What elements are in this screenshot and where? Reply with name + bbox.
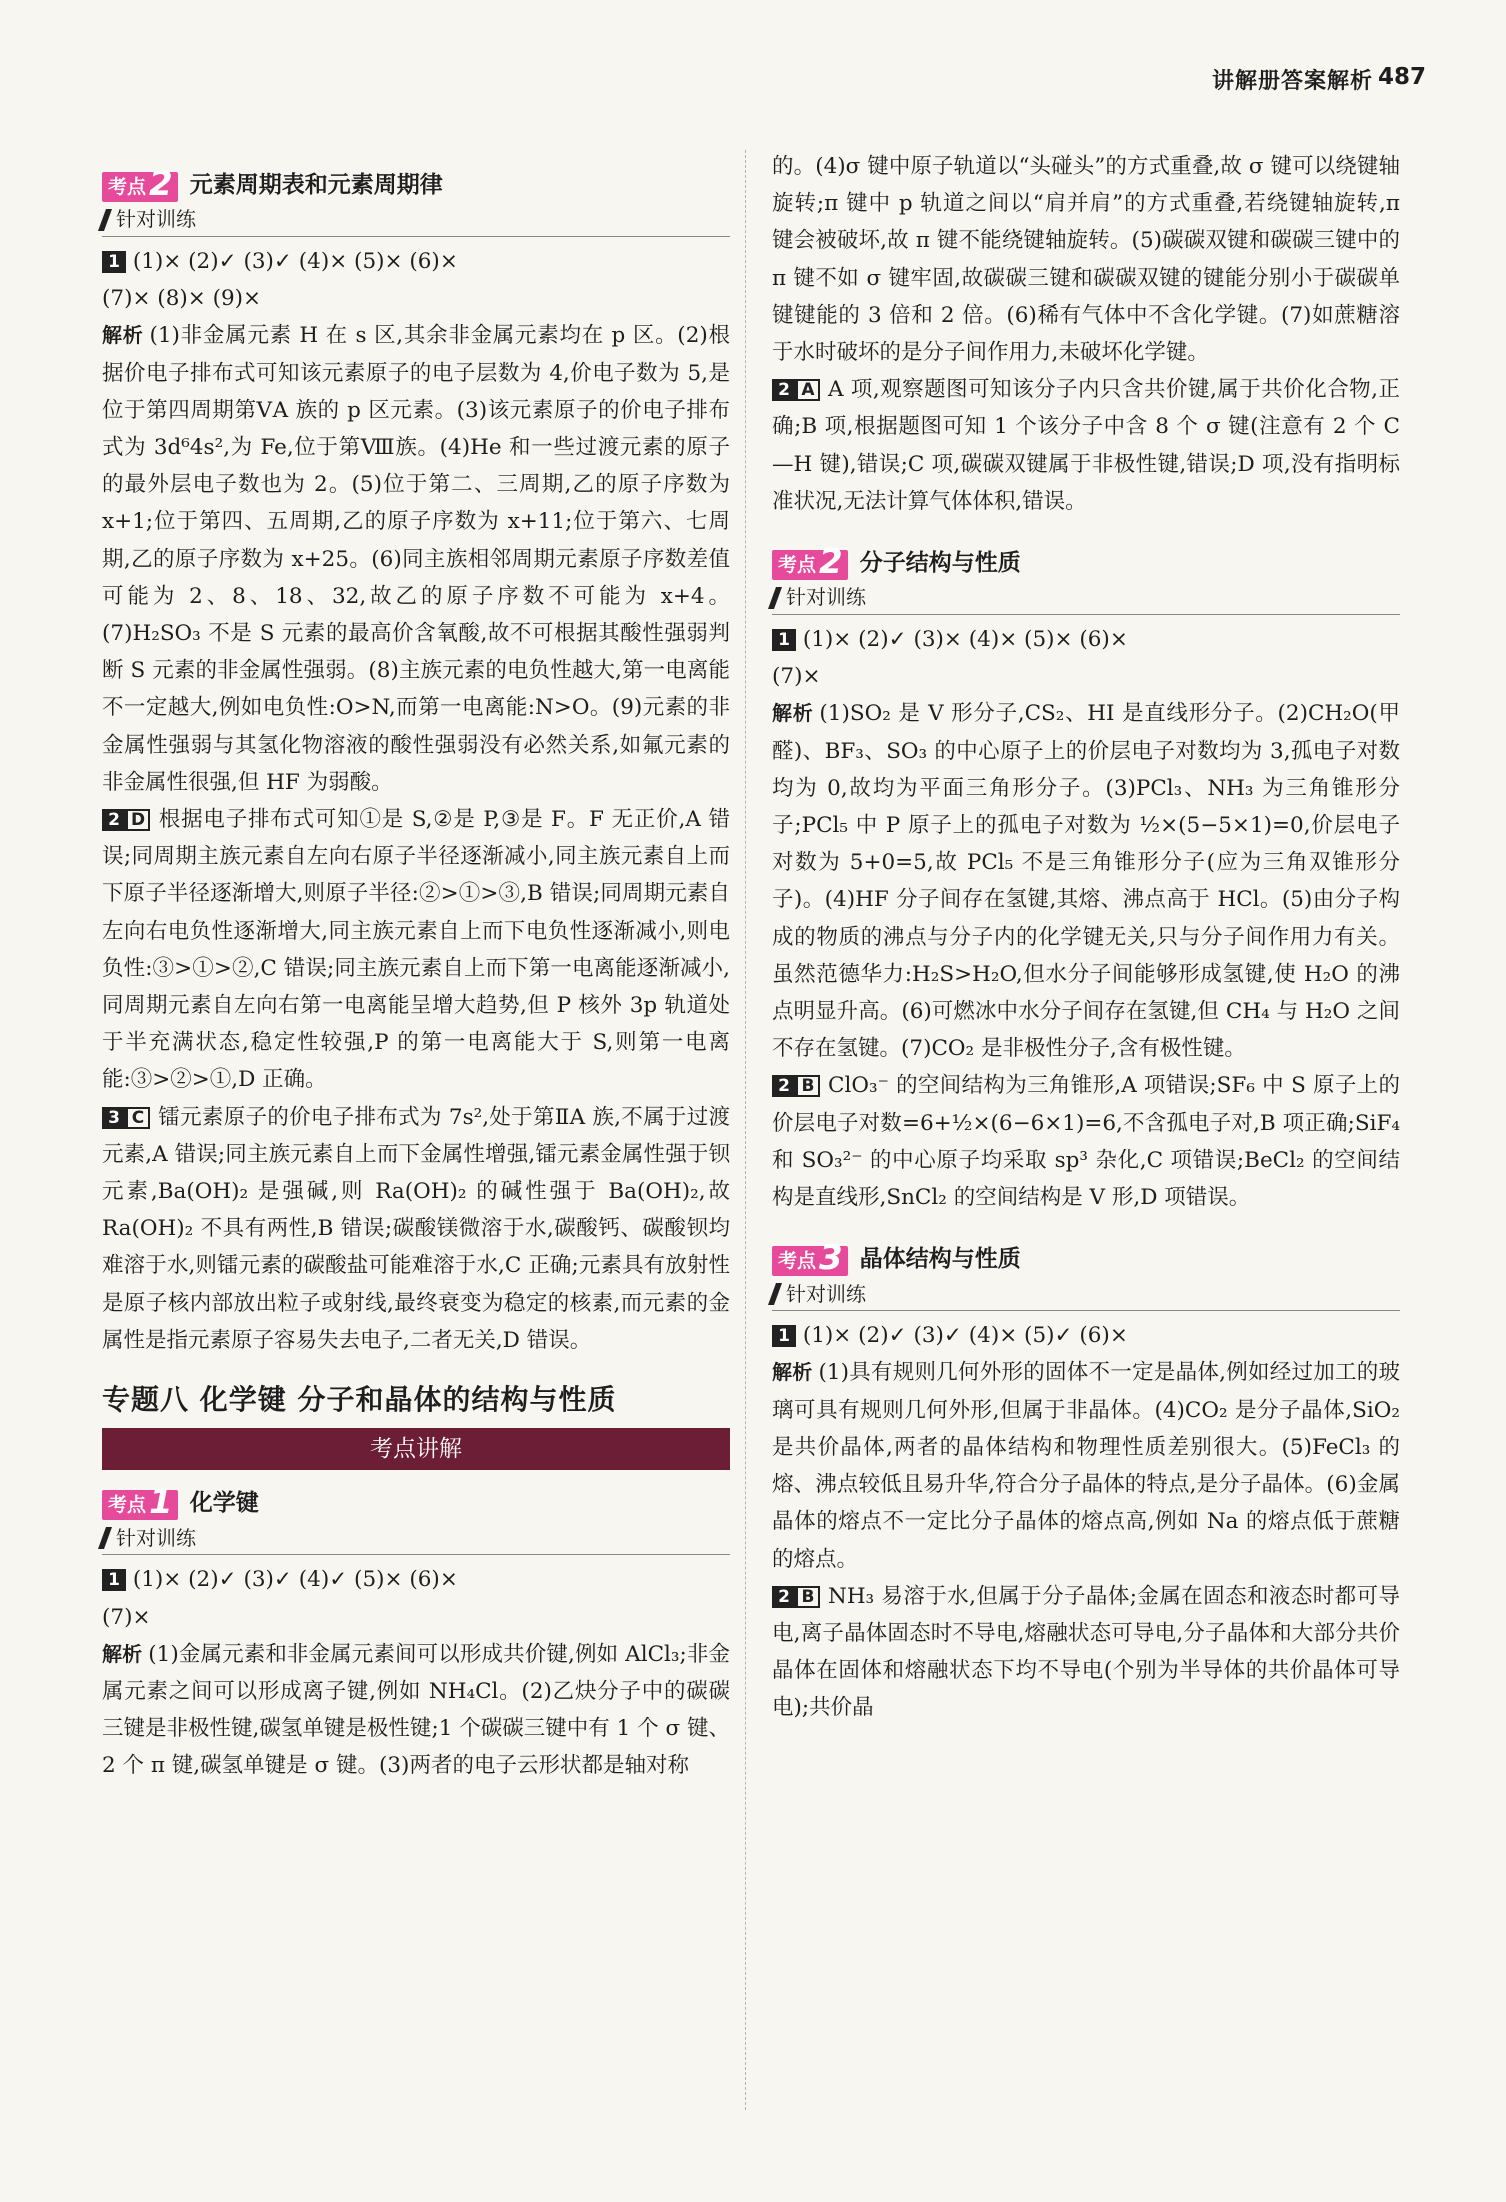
section-bar: 考点讲解 — [102, 1428, 730, 1470]
question-number: 2 — [772, 379, 796, 401]
answer-paragraph: 2 B ClO₃⁻ 的空间结构为三角锥形,A 项错误;SF₆ 中 S 原子上的价层电子对数=6+½×(6−6×1)=6,不含孤电子对,B 项正确;SiF₄ 和 SO₃²⁻ 的中心原子均采取 sp³ 杂化,C 项错误;BeCl₂ 的空间结构是直线形,SnCl₂ 的空间结构是 V 形,D 项错误。 — [772, 1073, 1400, 1211]
explanation: 解析 (1)非金属元素 H 在 s 区,其余非金属元素均在 p 区。(2)根据价电子排布式可知该元素原子的电子层数为 4,价电子数为 5,是位于第四周期第ⅤA 族的 p 区元素。(3)该元素原子的价电子排布式为 3d⁶4s²,为 Fe,位于第Ⅷ族。(4)He 和一些过渡元素的原子的最外层电子数也为 2。(5)位于第二、三周期,乙的原子序数为 x+1;位于第四、五周期,乙的原子序数为 x+11;位于第六、七周期,乙的原子序数为 x+25。(6)同主族相邻周期元素原子序数差值可能为 2、8、18、32,故乙的原子序数不可能为 x+4。(7)H₂SO₃ 不是 S 元素的最高价含氧酸,故不可根据其酸性强弱判断 S 元素的非金属性强弱。(8)主族元素的电负性越大,第一电离能不一定越大,例如电负性:O>N,而第一电离能:N>O。(9)元素的非金属性强弱与其氢化物溶液的酸性强弱没有必然关系,如氟元素的非金属性很强,但 HF 为弱酸。 — [102, 323, 730, 795]
answer-line: 1 (1)× (2)✓ (3)✓ (4)✓ (5)× (6)× (7)× — [102, 1567, 458, 1630]
kaodian-badge: 考点 2 — [772, 550, 848, 580]
answer-paragraph: 2 B NH₃ 易溶于水,但属于分子晶体;金属在固态和液态时都可导电,离子晶体固态时不导电,熔融状态可导电,分子晶体和大部分共价晶体在固体和熔融状态下均不导电(个别为半导体的共价晶体可导电);共价晶 — [772, 1583, 1400, 1721]
answer-letter: B — [796, 1586, 820, 1608]
topic-title: 专题八 化学键 分子和晶体的结构与性质 — [102, 1383, 617, 1417]
answer-letter: D — [126, 809, 150, 831]
kaodian-title: 化学键 — [189, 1490, 259, 1517]
answer-letter: C — [126, 1107, 150, 1129]
answer-paragraph: 3 C 镭元素原子的价电子排布式为 7s²,处于第ⅡA 族,不属于过渡元素,A 错误;同主族元素自上而下金属性增强,镭元素金属性强于钡元素,Ba(OH)₂ 是强碱,则 Ra(OH)₂ 的碱性强于 Ba(OH)₂,故 Ra(OH)₂ 不具有两性,B 错误;碳酸镁微溶于水,碳酸钙、碳酸钡均难溶于水,则镭元素的碳酸盐可能难溶于水,C 正确;元素具有放射性是原子核内部放出粒子或射线,最终衰变为稳定的核素,而元素的金属性是指元素原子容易失去电子,二者无关,D 错误。 — [102, 1104, 730, 1353]
kaodian-badge: 考点 2 — [102, 172, 178, 202]
question-number: 1 — [772, 1325, 796, 1347]
kaodian-heading — [772, 1234, 1400, 1279]
answer-line: 1 (1)× (2)✓ (3)✓ (4)× (5)× (6)× (7)× (8)× (9)× — [102, 249, 458, 312]
training-subheading: 针对训练 — [772, 582, 1400, 615]
question-number: 2 — [772, 1586, 796, 1608]
kaodian-title: 分子结构与性质 — [859, 550, 1021, 577]
explanation: 解析 (1)SO₂ 是 V 形分子,CS₂、HI 是直线形分子。(2)CH₂O(甲醛)、BF₃、SO₃ 的中心原子上的价层电子对数均为 3,孤电子对数均为 0,故均为平面三角形分子。(3)PCl₃、NH₃ 为三角锥形分子;PCl₅ 中 P 原子上的孤电子对数为 ½×(5−5×1)=0,价层电子对数为 5+0=5,故 PCl₅ 不是三角锥形分子(应为三角双锥形分子)。(4)HF 分子间存在氢键,其熔、沸点高于 HCl。(5)由分子构成的物质的沸点与分子内的化学键无关,只与分子间作用力有关。虽然范德华力:H₂S>H₂O,但水分子间能够形成氢键,使 H₂O 的沸点明显升高。(6)可燃冰中水分子间存在氢键,但 CH₄ 与 H₂O 之间不存在氢键。(7)CO₂ 是非极性分子,含有极性键。 — [772, 701, 1400, 1062]
pen-icon — [98, 1527, 112, 1549]
kaodian-title: 晶体结构与性质 — [859, 1246, 1021, 1273]
page-header — [0, 64, 1506, 104]
continued-text: 的。(4)σ 键中原子轨道以“头碰头”的方式重叠,故 σ 键可以绕键轴旋转;π 键中 p 轨道之间以“肩并肩”的方式重叠,若绕键轴旋转,π 键会被破坏,故 π 键不能绕键轴旋转。(5)碳碳双键和碳碳三键中的 π 键不如 σ 键牢固,故碳碳三键和碳碳双键的键能分别小于碳碳单键键能的 3 倍和 2 倍。(6)稀有气体中不含化学键。(7)如蔗糖溶于水时破坏的是分子间作用力,未破坏化学键。 — [772, 154, 1400, 366]
header-title: 讲解册答案解析 — [1211, 69, 1373, 94]
answer-line: 1 (1)× (2)✓ (3)× (4)× (5)× (6)× (7)× — [772, 627, 1128, 690]
answer-line: 1 (1)× (2)✓ (3)✓ (4)× (5)✓ (6)× — [772, 1317, 1400, 1354]
pen-icon — [768, 587, 782, 609]
question-number: 1 — [772, 629, 796, 651]
kaodian-heading — [102, 160, 730, 202]
answer-letter: A — [796, 379, 820, 401]
training-subheading: 针对训练 — [102, 204, 730, 237]
question-number: 2 — [102, 809, 126, 831]
pen-icon — [768, 1283, 782, 1305]
kaodian-badge: 考点 1 — [102, 1490, 178, 1520]
kaodian-badge: 考点 3 — [772, 1246, 848, 1276]
question-number: 2 — [772, 1075, 796, 1097]
answer-paragraph: 2 D 根据电子排布式可知①是 S,②是 P,③是 F。F 无正价,A 错误;同周期主族元素自左向右原子半径逐渐减小,同主族元素自上而下原子半径逐渐增大,则原子半径:②>①>③,B 错误;同周期元素自左向右电负性逐渐增大,同主族元素自上而下电负性逐渐减小,则电负性:③>①>②,C 错误;同主族元素自上而下第一电离能逐渐减小,同周期元素自左向右第一电离能呈增大趋势,但 P 核外 3p 轨道处于半充满状态,稳定性较强,P 的第一电离能大于 S,则第一电离能:③>②>①,D 正确。 — [102, 807, 730, 1093]
question-number: 1 — [102, 251, 126, 273]
kaodian-title: 元素周期表和元素周期律 — [189, 172, 443, 198]
answer-paragraph: 2 A A 项,观察题图可知该分子内只含共价键,属于共价化合物,正确;B 项,根据题图可知 1 个该分子中含 8 个 σ 键(注意有 2 个 C—H 键),错误;C 项,碳碳双键属于非极性键,错误;D 项,没有指明标准状况,无法计算气体体积,错误。 — [772, 377, 1400, 514]
kaodian-heading — [772, 538, 1400, 583]
question-number: 3 — [102, 1107, 126, 1129]
pen-icon — [98, 209, 112, 231]
training-subheading: 针对训练 — [772, 1278, 1400, 1311]
training-subheading: 针对训练 — [102, 1522, 730, 1555]
explanation: 解析 (1)金属元素和非金属元素间可以形成共价键,例如 AlCl₃;非金属元素之间可以形成离子键,例如 NH₄Cl。(2)乙炔分子中的碳碳三键是非极性键,碳氢单键是极性键;1 个碳碳三键中有 1 个 σ 键、2 个 π 键,碳氢单键是 σ 键。(3)两者的电子云形状都是轴对称 — [102, 1641, 731, 1779]
question-number: 1 — [102, 1569, 126, 1591]
explanation: 解析 (1)具有规则几何外形的固体不一定是晶体,例如经过加工的玻璃可具有规则几何外形,但属于非晶体。(4)CO₂ 是分子晶体,SiO₂ 是共价晶体,两者的晶体结构和物理性质差别很大。(5)FeCl₃ 的熔、沸点较低且易升华,符合分子晶体的特点,是分子晶体。(6)金属晶体的熔点不一定比分子晶体的熔点高,例如 Na 的熔点低于蔗糖的熔点。 — [772, 1360, 1400, 1572]
column-divider — [745, 150, 746, 2110]
right-column — [772, 148, 1400, 1727]
answer-letter: B — [796, 1075, 820, 1097]
left-column — [102, 152, 730, 1785]
kaodian-heading — [102, 1478, 730, 1523]
page-number: 487 — [1377, 64, 1426, 90]
